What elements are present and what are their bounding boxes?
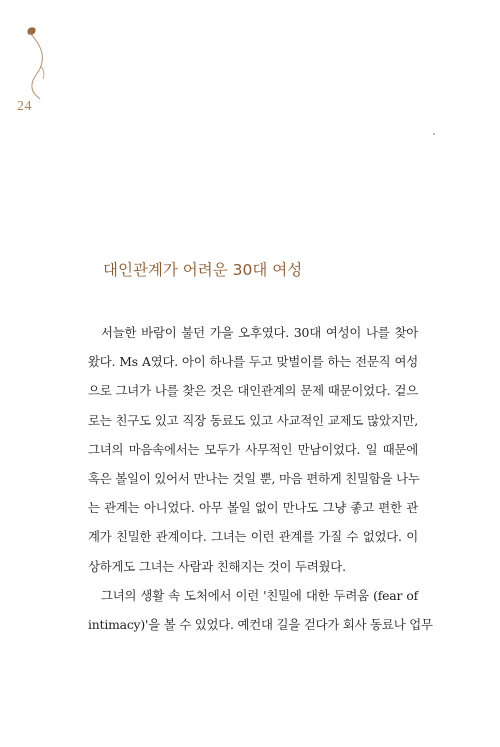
body-line: 로는 친구도 있고 직장 동료도 있고 사교적인 교제도 많았지만, xyxy=(88,412,418,428)
body-line: intimacy)'을 볼 수 있었다. 예컨대 길을 걷다가 회사 동료나 업무 xyxy=(88,616,433,632)
body-line: 으로 그녀가 나를 찾은 것은 대인관계의 문제 때문이었다. 겉으 xyxy=(88,383,418,399)
body-line: 그녀의 마음속에서는 모두가 사무적인 만남이었다. 일 때문에 xyxy=(88,441,418,457)
body-line: 혹은 볼일이 있어서 만나는 것일 뿐, 마음 편하게 친밀함을 나누 xyxy=(88,470,420,486)
body-line: 는 관계는 아니었다. 아무 볼일 없이 만나도 그냥 좋고 편한 관 xyxy=(88,500,418,516)
body-line: 서늘한 바람이 불던 가을 오후였다. 30대 여성이 나를 찾아 xyxy=(101,325,418,340)
section-title: 대인관계가 어려운 30대 여성 xyxy=(103,261,303,279)
body-line: 그녀의 생활 속 도처에서 이런 '친밀에 대한 두려움 (fear of xyxy=(101,587,418,603)
page-mark xyxy=(433,133,435,135)
body-line: 왔다. Ms A였다. 아이 하나를 두고 맞벌이를 하는 전문직 여성 xyxy=(88,354,418,370)
body-line: 계가 친밀한 관계이다. 그녀는 이런 관계를 가질 수 없었다. 이 xyxy=(88,529,418,545)
leaf-sprig-icon xyxy=(14,24,50,102)
page-number: 24 xyxy=(17,99,32,114)
body-text xyxy=(88,318,433,639)
body-line: 상하게도 그녀는 사람과 친해지는 것이 두려웠다. xyxy=(88,558,346,574)
